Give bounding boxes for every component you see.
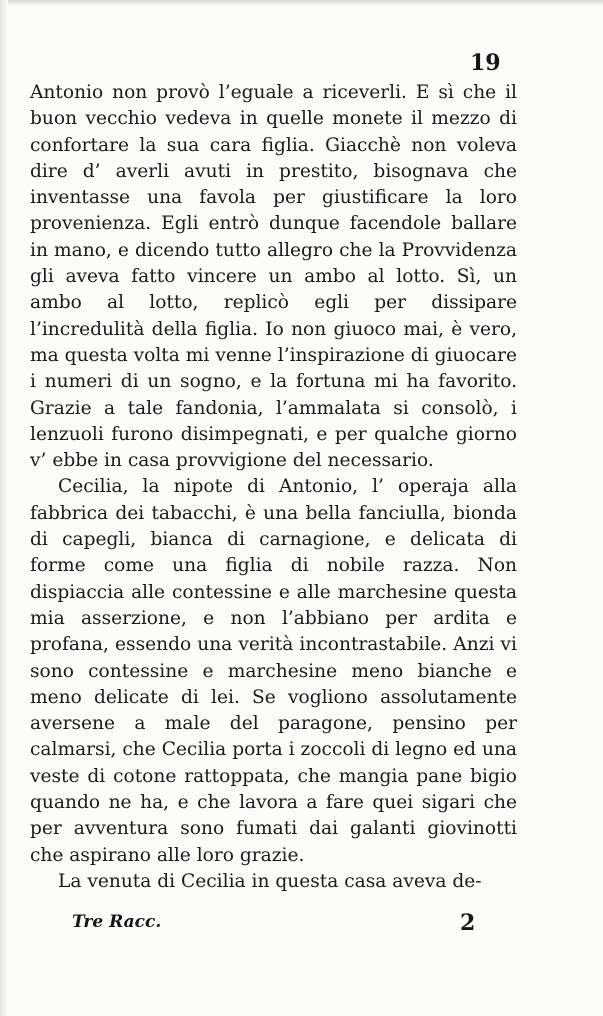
paragraph-1: Antonio non provò l’eguale a riceverli. E sì che il buon vecchio vedeva in quelle monete il mezzo di confortare la sua cara figlia. Giacchè non voleva dire d’ averli avuti in prestito, bisognava che inventasse una favola per giustificare la loro provenienza. Egli entrò dunque facendole ballare in mano, e dicendo tutto allegro che la Provvidenza gli aveva fatto vincere un ambo al lotto. Sì, un ambo al lotto, replicò egli per dissipare l’incredulità della figlia. Io non giuoco mai, è vero, ma questa volta mi venne l’inspirazione di giuocare i numeri di un sogno, e la fortuna mi ha favorito. Grazie a tale fandonia, l’ammalata si consolò, i lenzuoli furono disimpegnati, e per qualche giorno v’ ebbe in casa provvigione del necessario. — [30, 82, 517, 472]
page-left-shadow — [0, 0, 8, 1016]
signature-mark: 2 — [460, 910, 476, 936]
page-top-shadow — [0, 0, 603, 6]
paragraph-3: La venuta di Cecilia in questa casa aveva de- — [58, 870, 482, 892]
body-text — [30, 80, 517, 895]
page-number: 19 — [470, 50, 501, 76]
page-footer — [72, 912, 492, 940]
footer-book-title: Tre Racc. — [72, 912, 162, 932]
paragraph-2: Cecilia, la nipote di Antonio, l’ operaja alla fabbrica dei tabacchi, è una bella fanciulla, bionda di capegli, bianca di carnagione, e delicata di forme come una figlia di nobile razza. Non dispiaccia alle contessine e alle marchesine questa mia asserzione, e non l’abbiano per ardita e profana, essendo una verità incontrastabile. Anzi vi sono contessine e marchesine meno bianche e meno delicate di lei. Se vogliono assolutamente aversene a male del paragone, pensino per calmarsi, che Cecilia porta i zoccoli di legno ed una veste di cotone rattoppata, che mangia pane bigio quando ne ha, e che lavora a fare quei sigari che per avventura sono fumati dai galanti giovinotti che aspirano alle loro grazie. — [30, 476, 517, 866]
